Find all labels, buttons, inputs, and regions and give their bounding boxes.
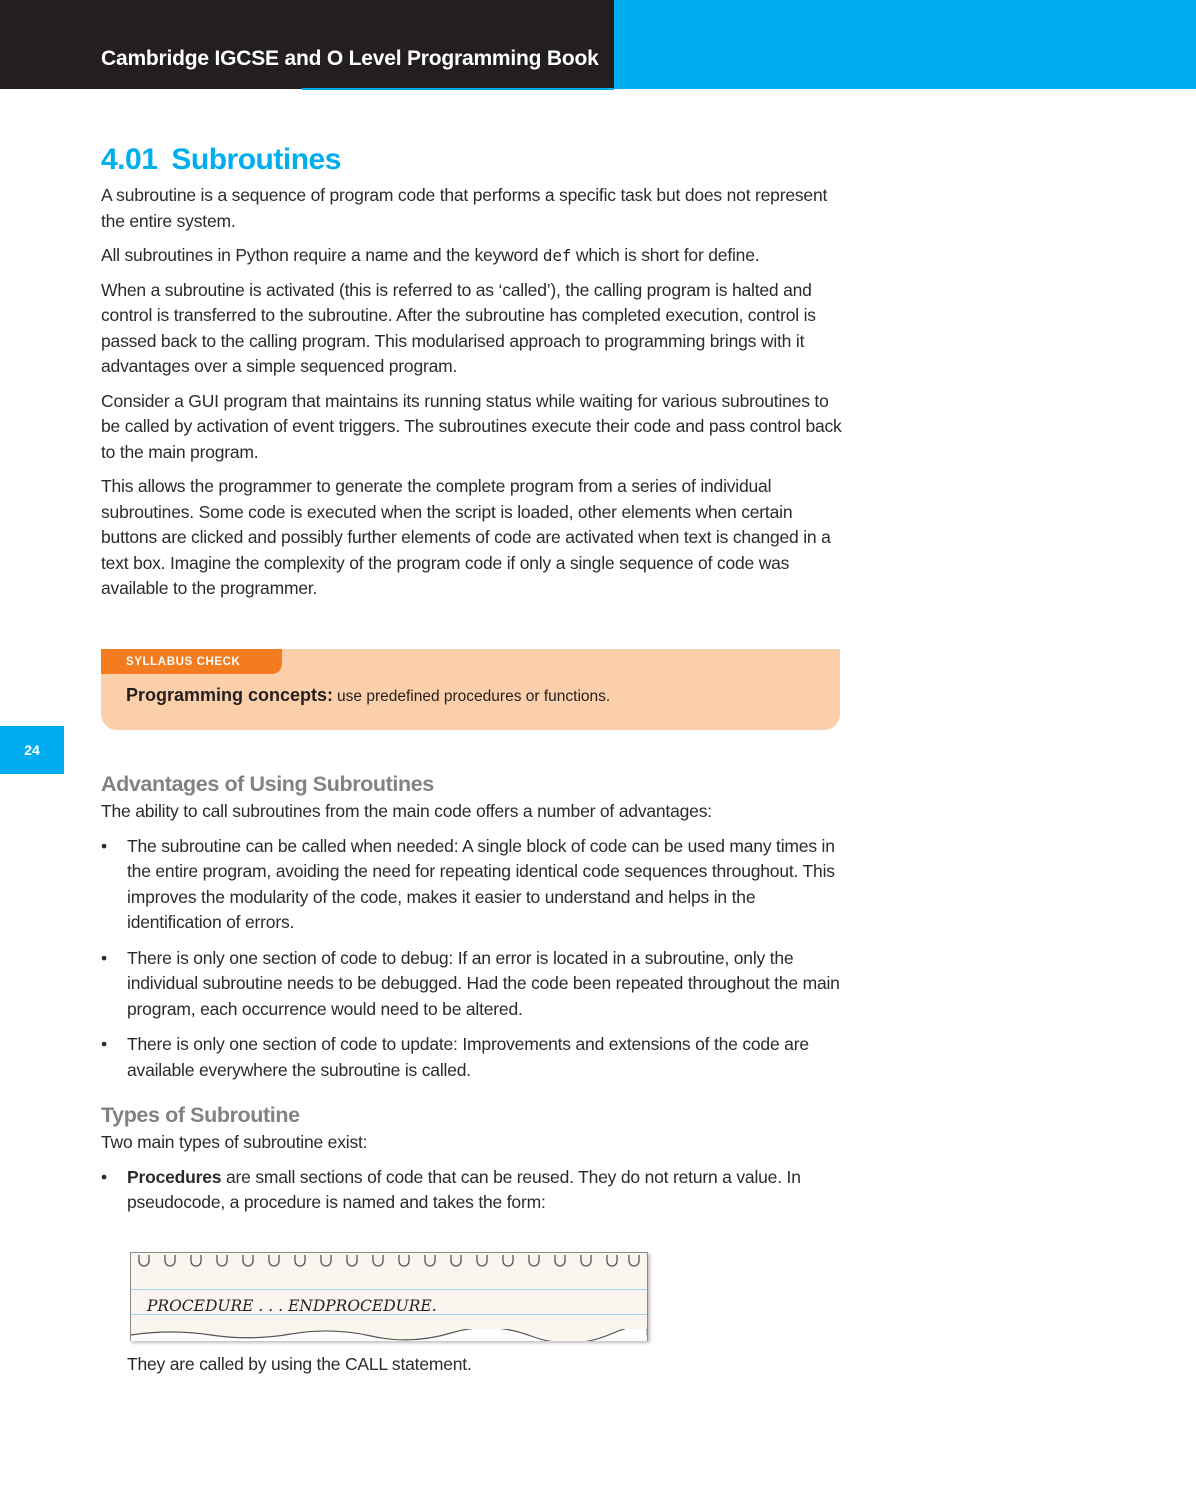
header-underline — [302, 88, 614, 90]
pseudocode-notepad — [130, 1252, 648, 1341]
paragraph: This allows the programmer to generate the complete program from a series of individual subroutines. Some code is executed when the script is loaded, other elements when certain buttons are clicked and possibly further elements of code are activated when text is changed in a text box. Imagine the complexity of the program code if only a single sequence of code was available to the programmer. — [101, 476, 831, 598]
def-text-before: All subroutines in Python require a name and the keyword — [101, 245, 543, 265]
page-number: 24 — [24, 742, 40, 758]
section-heading — [101, 143, 846, 177]
procedures-bold: Procedures — [127, 1166, 222, 1187]
call-statement-text: They are called by using the CALL statement. — [127, 1354, 472, 1374]
subsections — [101, 772, 846, 1226]
syllabus-check-desc: use predefined procedures or functions. — [337, 688, 611, 705]
syllabus-check-bold: Programming concepts: — [126, 685, 334, 705]
advantages-intro: The ability to call subroutines from the main code offers a number of advantages: — [101, 801, 712, 821]
section-number: 4.01 — [101, 143, 158, 176]
list-item: • The subroutine can be called when needed: A single block of code can be used many times in the entire program, avoiding the need for repeating identical code sequences throughout. This improves the modularity of the code, makes it easier to understand and helps in the identification of errors. — [101, 834, 846, 936]
procedures-text: are small sections of code that can be reused. They do not return a value. In pseudocode, a procedure is named and takes the form: — [127, 1166, 801, 1212]
list-item — [101, 1165, 846, 1216]
section-title: Subroutines — [171, 143, 341, 176]
pseudocode-text: PROCEDURE . . . ENDPROCEDURE. — [147, 1297, 437, 1315]
syllabus-check-text — [126, 685, 610, 706]
torn-edge-icon — [131, 1329, 647, 1341]
advantages-list — [101, 834, 846, 1084]
header-bar — [0, 0, 614, 89]
syllabus-check-box — [101, 649, 840, 730]
def-text-after: which is short for define. — [571, 245, 760, 265]
advantages-heading: Advantages of Using Subroutines — [101, 772, 434, 796]
types-heading: Types of Subroutine — [101, 1103, 300, 1127]
def-paragraph — [101, 243, 846, 269]
paragraph: When a subroutine is activated (this is referred to as ‘called’), the calling program is halted and control is transferred to the subroutine. After the subroutine has completed execution, control is passed back to the calling program. This modularised approach to programming brings with it advantages over a simple sequenced program. — [101, 279, 816, 376]
syllabus-check-tag: SYLLABUS CHECK — [101, 649, 282, 674]
section-content — [101, 143, 846, 611]
spiral-binding-icon — [131, 1253, 647, 1269]
types-intro: Two main types of subroutine exist: — [101, 1132, 368, 1152]
list-item: • There is only one section of code to debug: If an error is located in a subroutine, only the individual subroutine needs to be debugged. Had the code been repeated throughout the main program, each occurrence would need to be altered. — [101, 946, 846, 1023]
ruled-line — [131, 1289, 647, 1290]
page-number-tab — [0, 726, 64, 774]
paragraph: Consider a GUI program that maintains its running status while waiting for various subroutines to be called by activation of event triggers. The subroutines execute their code and pass control back to the main program. — [101, 390, 842, 462]
types-list — [101, 1165, 846, 1216]
paragraph: A subroutine is a sequence of program code that performs a specific task but does not represent the entire system. — [101, 185, 828, 231]
def-keyword: def — [542, 246, 572, 265]
header-accent — [614, 0, 1196, 89]
list-item: • There is only one section of code to update: Improvements and extensions of the code are available everywhere the subroutine is called. — [101, 1032, 846, 1083]
book-title: Cambridge IGCSE and O Level Programming Book — [101, 47, 599, 70]
